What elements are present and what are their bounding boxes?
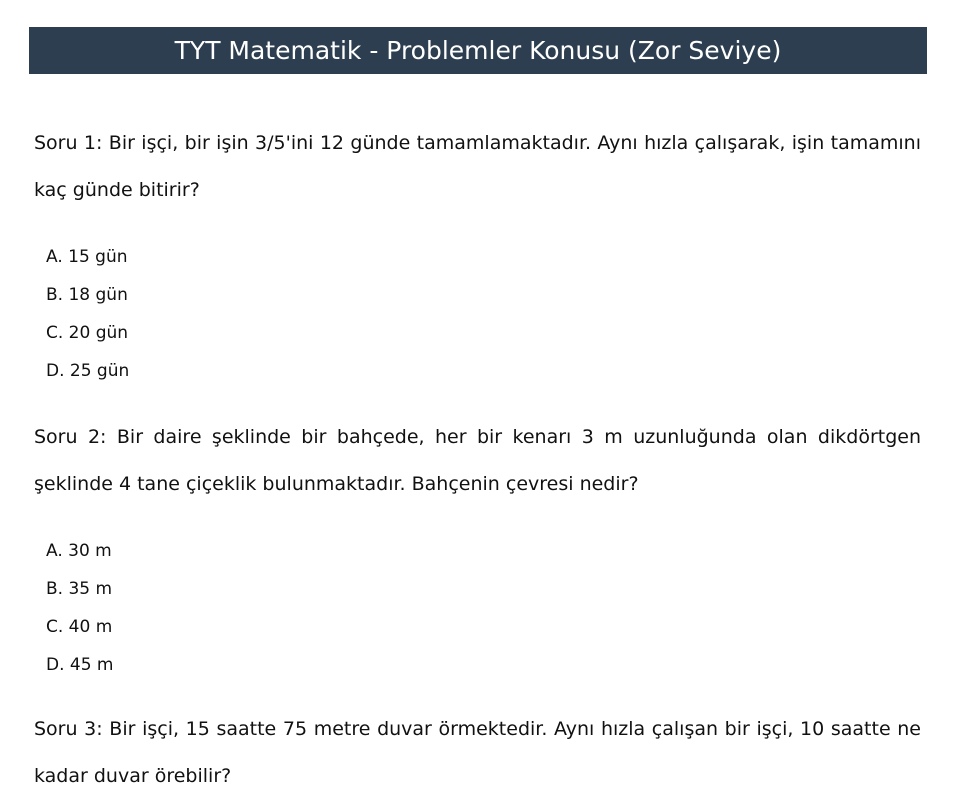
option-b[interactable]: B. 35 m [46,579,113,599]
page-title: TYT Matematik - Problemler Konusu (Zor Seviye) [29,27,927,74]
question-3 [34,706,921,800]
question-1 [34,120,921,399]
option-a[interactable]: A. 15 gün [46,247,128,267]
option-c[interactable]: C. 40 m [46,617,113,637]
option-d[interactable]: D. 45 m [46,655,114,675]
answer-options [34,541,921,693]
option-c[interactable]: C. 20 gün [46,323,129,343]
option-d[interactable]: D. 25 gün [46,361,130,381]
question-2 [34,414,921,693]
option-a[interactable]: A. 30 m [46,541,112,561]
question-text: Soru 2: Bir daire şeklinde bir bahçede, her bir kenarı 3 m uzunluğunda olan dikdörtgen şeklinde 4 tane çiçeklik bulunmaktadır. Bahçenin çevresi nedir? [34,426,921,495]
question-text: Soru 3: Bir işçi, 15 saatte 75 metre duvar örmektedir. Aynı hızla çalışan bir işçi, 10 saatte ne kadar duvar örebilir? [34,718,921,787]
option-b[interactable]: B. 18 gün [46,285,128,305]
question-text: Soru 1: Bir işçi, bir işin 3/5'ini 12 günde tamamlamaktadır. Aynı hızla çalışarak, işin tamamını kaç günde bitirir? [34,132,921,201]
answer-options [34,247,921,399]
